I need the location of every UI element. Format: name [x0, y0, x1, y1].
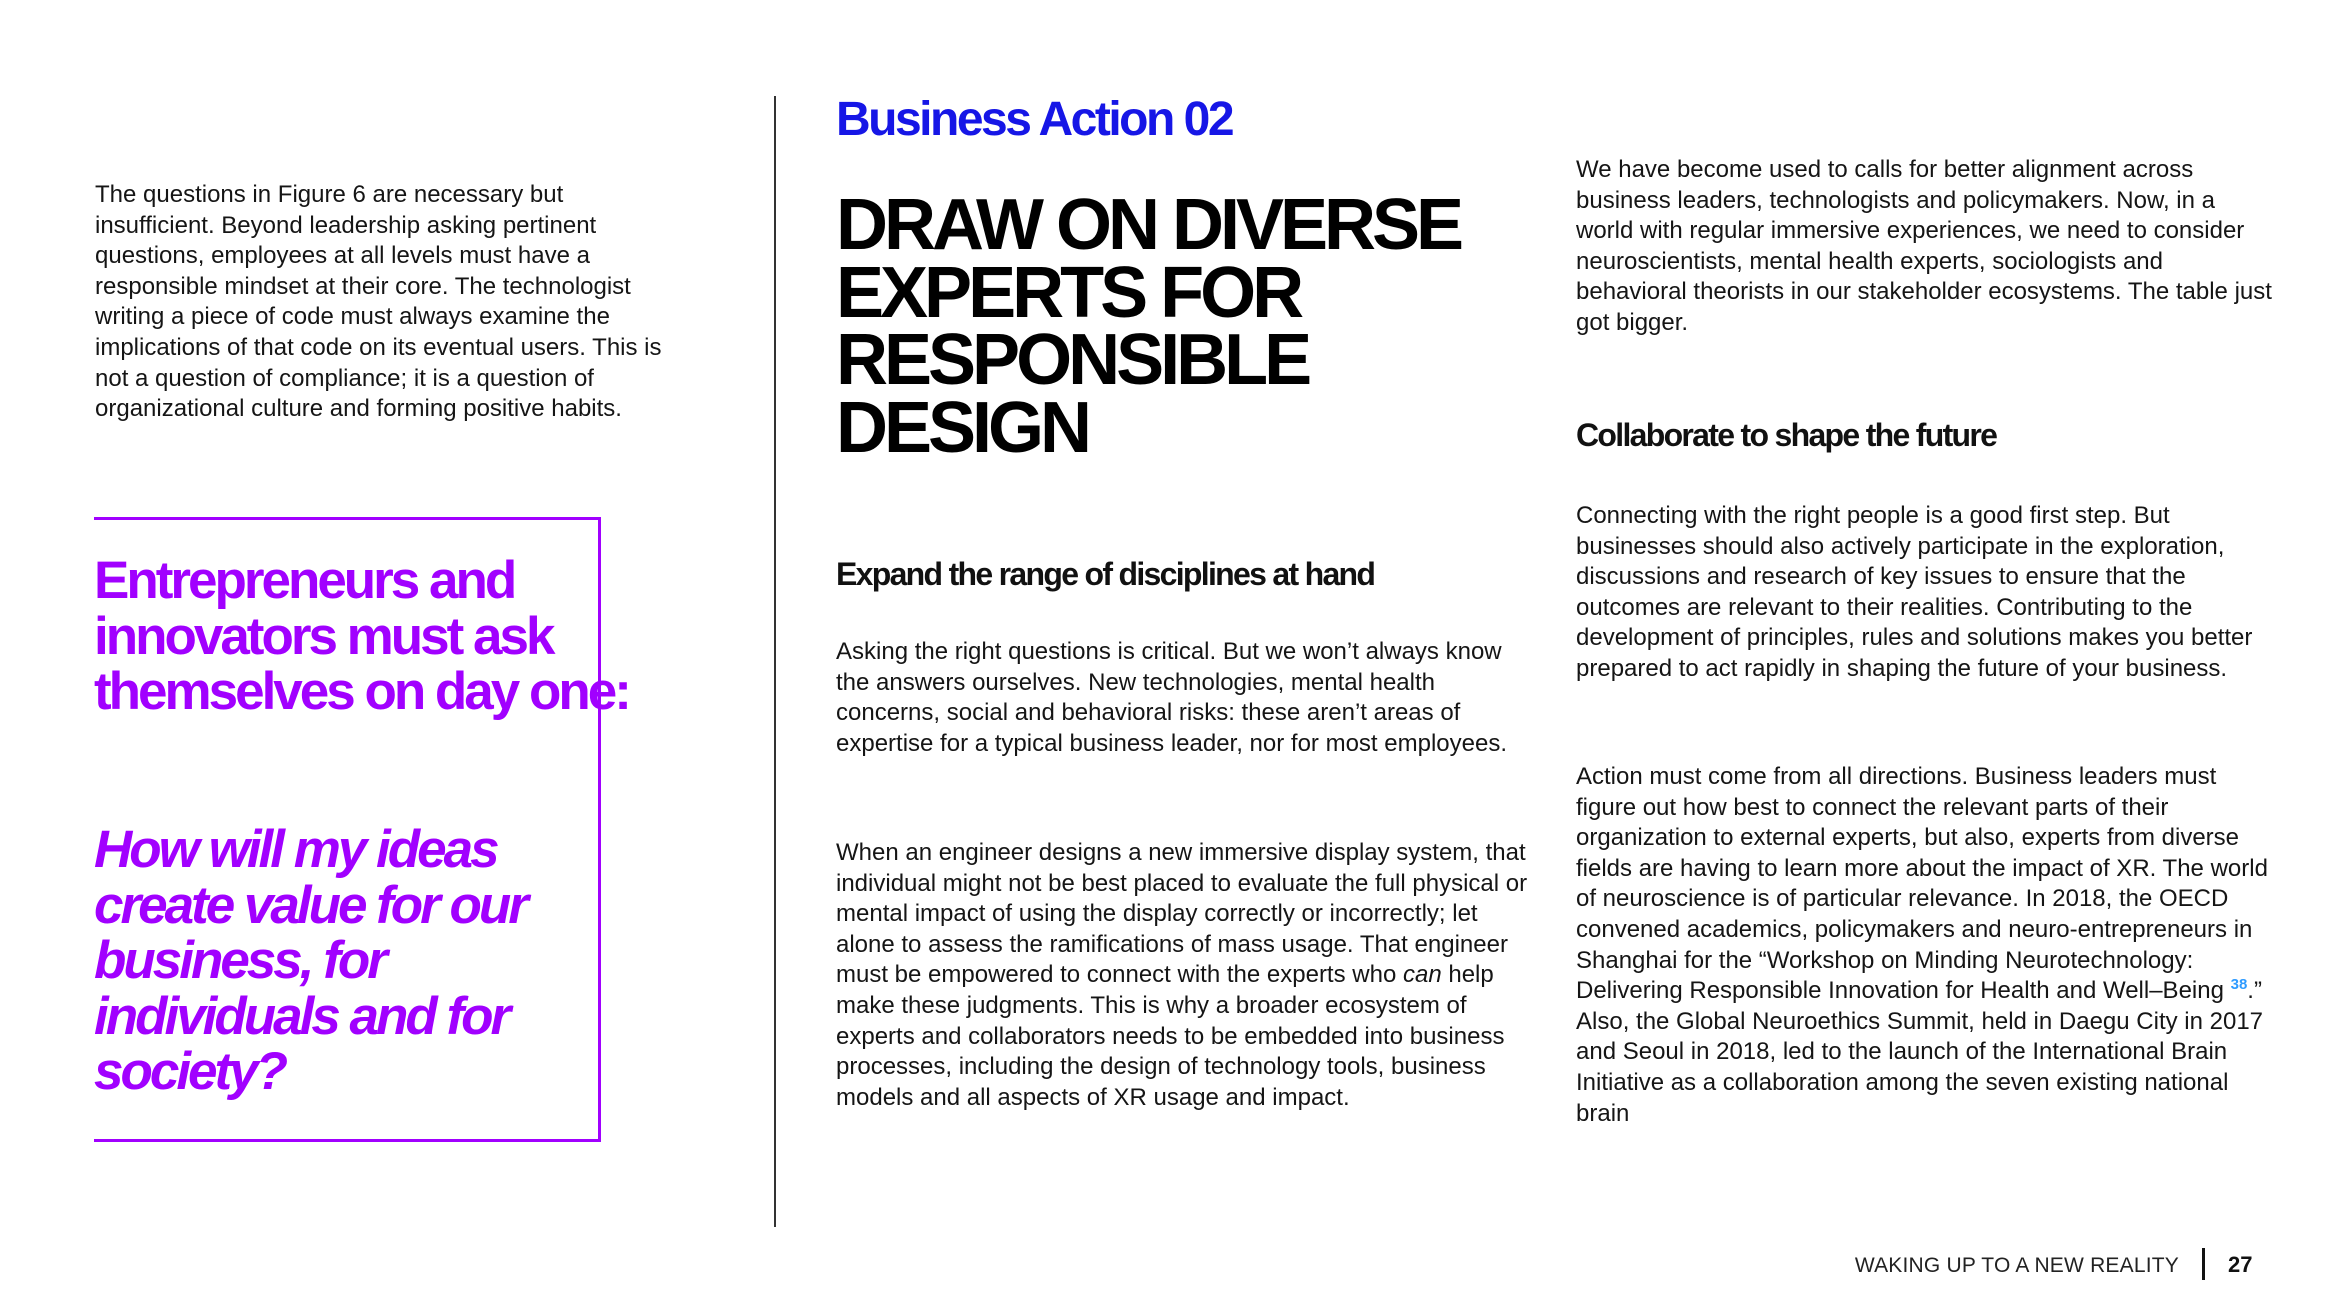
section-kicker: Business Action 02 — [836, 93, 1233, 146]
text-segment: help make these judgments. This is why a broader ecosystem of experts and collaborators needs to be embedded into business processes, including the design of technology tools, business models and all aspects of XR usage and impact. — [836, 961, 1505, 1111]
footnote-reference[interactable]: 38 — [2230, 976, 2248, 994]
text-segment: .” Also, the Global Neuroethics Summit, held in Daegu City in 2017 and Seoul in 2018, led to the launch of the International Brain Initiative as a collaboration among the seven existing national brain — [1576, 977, 2264, 1127]
emphasis-text: can — [1402, 961, 1442, 989]
text-segment: When an engineer designs a new immersive display system, that individual might not be best placed to evaluate the full physical or mental impact of using the display correctly or incorrectly; let alone to assess the ramifications of mass usage. That engineer must be empowered to connect with the experts who — [836, 839, 1528, 989]
intro-paragraph: The questions in Figure 6 are necessary but insufficient. Beyond leadership asking pertinent questions, employees at all levels must have a responsible mindset at their core. The technologist writing a piece of code must always examine the implications of that code on its eventual users. This is not a question of compliance; it is a question of organizational culture and forming positive habits. — [95, 181, 662, 423]
subhead-disciplines: Expand the range of disciplines at hand — [836, 556, 1375, 592]
callout-heading: Entrepreneurs and innovators must ask themselves on day one: — [94, 551, 629, 721]
page-title: DRAW ON DIVERSE EXPERTS FOR RESPONSIBLE DESIGN — [836, 185, 1461, 468]
footer-divider — [2202, 1248, 2205, 1280]
body-paragraph — [1576, 762, 2276, 1129]
callout-question: How will my ideas create value for our business, for individuals and for society? — [94, 820, 526, 1101]
footer-section-title: WAKING UP TO A NEW REALITY — [1854, 1254, 2179, 1277]
subhead-collaborate: Collaborate to shape the future — [1576, 417, 1997, 453]
body-paragraph: Asking the right questions is critical. But we won’t always know the answers ourselves. New technologies, mental health concerns, social and behavioral risks: these aren’t areas of expertise for a typical business leader, nor for most employees. — [836, 638, 1507, 757]
text-segment: Action must come from all directions. Business leaders must figure out how best to connect the relevant parts of their organization to external experts, but also, experts from diverse fields are having to learn more about the impact of XR. The world of neuroscience is of particular relevance. In 2018, the OECD convened academics, policymakers and neuro-entrepreneurs in Shanghai for the “Workshop on Minding Neurotechnology: Delivering Responsible Innovation for Health and Well–Being — [1576, 763, 2268, 1005]
column-divider — [774, 96, 776, 1227]
body-paragraph: Connecting with the right people is a good first step. But businesses should also actively participate in the exploration, discussions and research of key issues to ensure that the outcomes are relevant to their realities. Contributing to the development of principles, rules and solutions makes you better prepared to act rapidly in shaping the future of your business. — [1576, 502, 2253, 682]
body-paragraph — [836, 838, 1536, 1113]
page-number: 27 — [2228, 1252, 2253, 1277]
body-paragraph: We have become used to calls for better alignment across business leaders, technologists and policymakers. Now, in a world with regular immersive experiences, we need to consider neuroscientists, mental health experts, sociologists and behavioral theorists in our stakeholder ecosystems. The table just got bigger. — [1576, 156, 2272, 336]
